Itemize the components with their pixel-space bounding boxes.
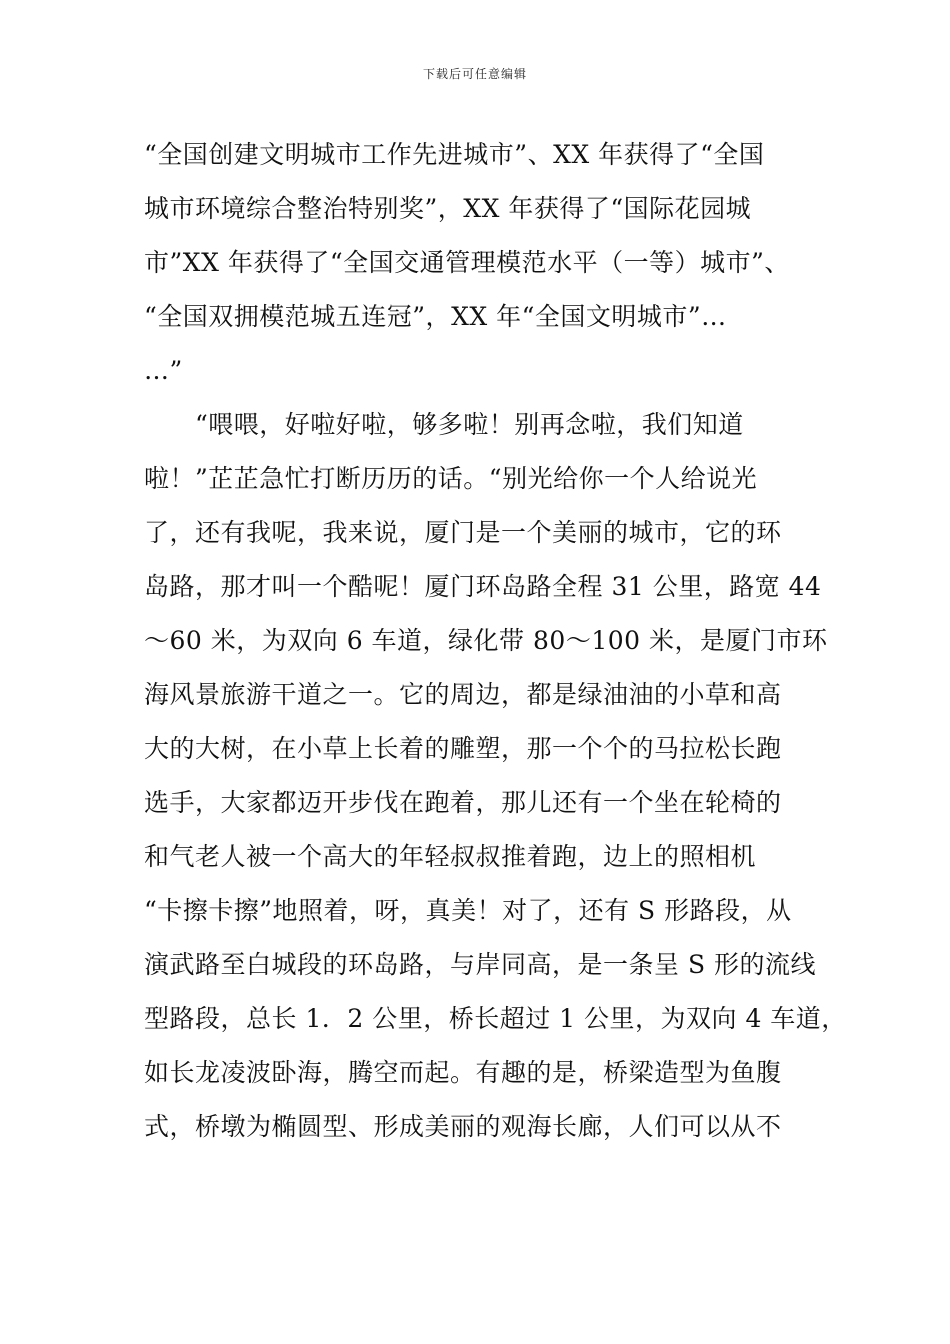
text-line: 如长龙凌波卧海，腾空而起。有趣的是，桥梁造型为鱼腹 — [144, 1058, 782, 1087]
text-line: 岛路，那才叫一个酷呢！厦门环岛路全程 31 公里，路宽 44 — [144, 572, 822, 601]
text-line: 啦！”芷芷急忙打断历历的话。“别光给你一个人给说光 — [144, 464, 758, 493]
paragraph — [144, 128, 824, 398]
text-line: “卡擦卡擦”地照着，呀，真美！对了，还有 S 形路段，从 — [144, 896, 792, 925]
text-line: ～60 米，为双向 6 车道，绿化带 80～100 米，是厦门市环 — [144, 626, 828, 655]
text-line: 式，桥墩为椭圆型、形成美丽的观海长廊，人们可以从不 — [144, 1112, 782, 1141]
text-line: 和气老人被一个高大的年轻叔叔推着跑，边上的照相机 — [144, 842, 757, 871]
text-line: 城市环境综合整治特别奖”，XX 年获得了“国际花园城 — [144, 194, 752, 223]
document-body — [144, 128, 847, 1154]
text-line: 海风景旅游干道之一。它的周边，都是绿油油的小草和高 — [144, 680, 782, 709]
text-line: 市”XX 年获得了“全国交通管理模范水平（一等）城市”、 — [144, 248, 790, 277]
text-line: 大的大树，在小草上长着的雕塑，那一个个的马拉松长跑 — [144, 734, 782, 763]
text-line: “全国创建文明城市工作先进城市”、XX 年获得了“全国 — [144, 140, 765, 169]
text-line: “喂喂，好啦好啦，够多啦！别再念啦，我们知道 — [144, 410, 744, 439]
text-line: 了，还有我呢，我来说，厦门是一个美丽的城市，它的环 — [144, 518, 782, 547]
text-line: 选手，大家都迈开步伐在跑着，那儿还有一个坐在轮椅的 — [144, 788, 782, 817]
paragraph — [144, 398, 847, 1154]
text-line: …” — [144, 356, 183, 385]
text-line: “全国双拥模范城五连冠”，XX 年“全国文明城市”… — [144, 302, 727, 331]
page-header: 下载后可任意编辑 — [422, 67, 527, 81]
text-line: 型路段，总长 1．2 公里，桥长超过 1 公里，为双向 4 车道， — [144, 1004, 847, 1033]
text-line: 演武路至白城段的环岛路，与岸同高，是一条呈 S 形的流线 — [144, 950, 817, 979]
